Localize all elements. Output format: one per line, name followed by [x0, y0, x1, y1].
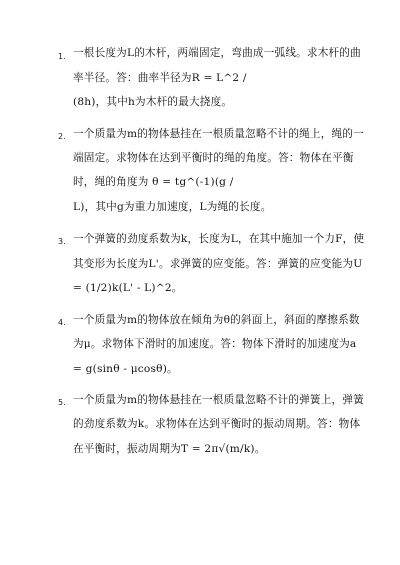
problem-text-line: 的劲度系数为k。求物体在达到平衡时的振动周期。答：物体	[73, 418, 361, 430]
problem-text-line: 时，绳的角度为 θ = tg^(-1)(g /	[73, 176, 234, 188]
problem-text-line: 一个质量为m的物体悬挂在一根质量忽略不计的弹簧上，弹簧	[73, 394, 364, 406]
problem-text-line: 在平衡时，振动周期为T = 2π√(m/k)。	[73, 443, 266, 455]
problem-number: 4.	[58, 318, 66, 327]
problem-text-line: 率半径。答：曲率半径为R = L^2 /	[73, 72, 247, 84]
problem-text-line: 一根长度为L的木杆，两端固定，弯曲成一弧线。求木杆的曲	[73, 47, 361, 59]
problem-number: 1.	[58, 52, 66, 61]
problem-number: 3.	[58, 237, 66, 246]
problem-text-line: 一个弹簧的劲度系数为k，长度为L，在其中施加一个力F，使	[73, 233, 365, 245]
problem-text-line: = (1/2)k(L' - L)^2。	[73, 282, 183, 294]
problem-text-line: 一个质量为m的物体悬挂在一根质量忽略不计的绳上，绳的一	[73, 128, 364, 140]
problem-number: 5.	[58, 398, 66, 407]
problem-number: 2.	[58, 132, 66, 141]
problem-text-line: = g(sinθ - μcosθ)。	[73, 363, 178, 375]
problem-text-line: 端固定。求物体在达到平衡时的绳的角度。答：物体在平衡	[73, 152, 354, 164]
problem-text-line: L)，其中g为重力加速度，L为绳的长度。	[73, 201, 272, 213]
problem-text-line: 为μ。求物体下滑时的加速度。答：物体下滑时的加速度为a	[73, 338, 357, 350]
problem-text-line: 一个质量为m的物体放在倾角为θ的斜面上，斜面的摩擦系数	[73, 314, 360, 326]
problem-text-line: (8h)，其中h为木杆的最大挠度。	[73, 96, 233, 108]
problem-text-line: 其变形为长度为L'。求弹簧的应变能。答：弹簧的应变能为U	[73, 258, 363, 270]
